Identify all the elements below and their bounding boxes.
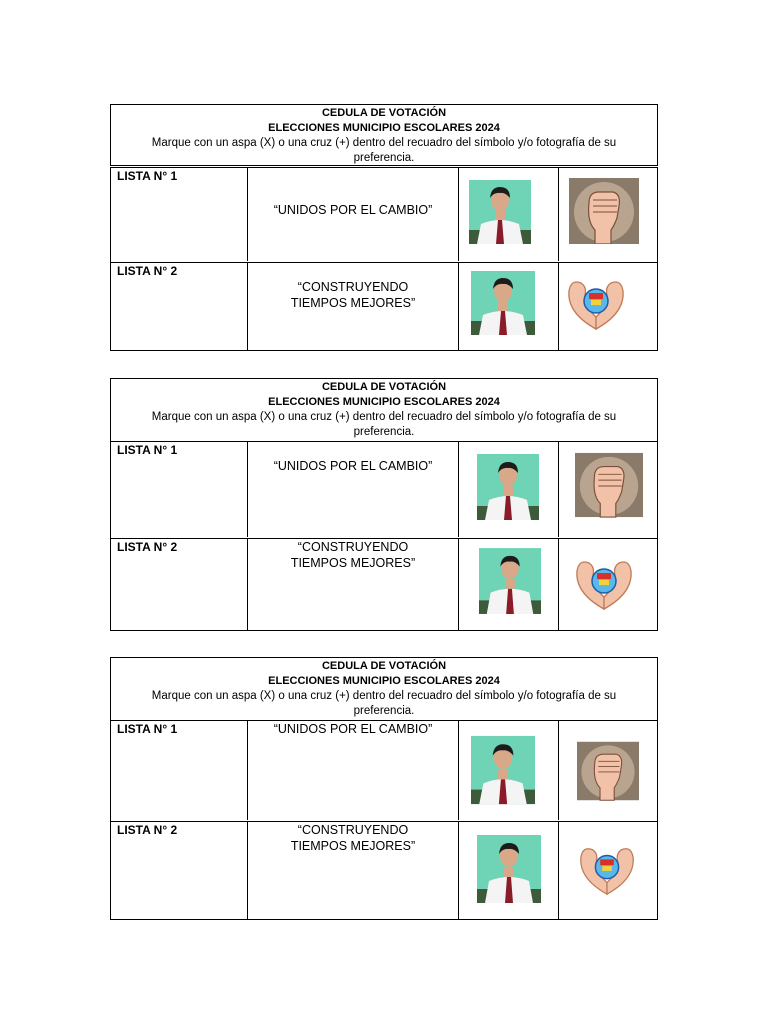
ballot-header xyxy=(110,104,658,166)
list-label: LISTA N° 1 xyxy=(117,722,178,736)
list-slogan: “CONSTRUYENDO TIEMPOS MEJORES” xyxy=(290,280,416,310)
candidate-photo-box[interactable] xyxy=(459,442,559,537)
list-number-cell xyxy=(111,168,248,261)
raised-fist-icon xyxy=(575,452,643,518)
ballot-instruction: Marque con un aspa (X) o una cruz (+) dentro del recuadro del símbolo y/o fotografía de su preferencia. xyxy=(151,137,617,164)
slogan-cell xyxy=(248,442,459,537)
option-row-2 xyxy=(111,262,657,351)
list-label: LISTA N° 2 xyxy=(117,540,178,554)
list-slogan: “UNIDOS POR EL CAMBIO” xyxy=(273,203,433,217)
candidate-photo-box[interactable] xyxy=(459,263,559,351)
slogan-cell xyxy=(248,168,459,261)
slogan-cell xyxy=(248,822,459,920)
ballot-header xyxy=(110,378,658,442)
ballot-title: CEDULA DE VOTACIÓN xyxy=(321,660,447,672)
list-number-cell xyxy=(111,539,248,631)
candidate-2-photo xyxy=(477,834,541,904)
list-slogan: “UNIDOS POR EL CAMBIO” xyxy=(273,459,433,473)
ballot-instruction: Marque con un aspa (X) o una cruz (+) dentro del recuadro del símbolo y/o fotografía de su preferencia. xyxy=(151,411,617,438)
option-row-2 xyxy=(111,538,657,631)
symbol-box[interactable] xyxy=(559,263,657,351)
option-row-1 xyxy=(111,168,657,261)
option-row-2 xyxy=(111,821,657,920)
raised-fist-icon xyxy=(577,739,639,803)
raised-fist-icon xyxy=(569,178,639,244)
symbol-box[interactable] xyxy=(559,168,657,261)
list-label: LISTA N° 2 xyxy=(117,823,178,837)
candidate-1-photo xyxy=(469,180,531,244)
ballot-subtitle: ELECCIONES MUNICIPIO ESCOLARES 2024 xyxy=(268,122,500,134)
slogan-cell xyxy=(248,539,459,631)
ballot-title: CEDULA DE VOTACIÓN xyxy=(321,381,447,393)
candidate-2-photo xyxy=(479,547,541,615)
candidate-2-photo xyxy=(471,271,535,335)
list-number-cell xyxy=(111,822,248,920)
slogan-cell xyxy=(248,721,459,820)
list-slogan: “CONSTRUYENDO TIEMPOS MEJORES” xyxy=(290,823,416,853)
ballot-instruction: Marque con un aspa (X) o una cruz (+) dentro del recuadro del símbolo y/o fotografía de su preferencia. xyxy=(151,690,617,717)
ballot-header xyxy=(110,657,658,721)
candidate-1-photo xyxy=(477,454,539,520)
list-number-cell xyxy=(111,442,248,537)
list-label: LISTA N° 1 xyxy=(117,169,178,183)
slogan-cell xyxy=(248,263,459,351)
candidate-1-photo xyxy=(471,735,535,805)
candidate-photo-box[interactable] xyxy=(459,721,559,820)
heart-hands-emblem-icon xyxy=(571,553,637,613)
ballot-subtitle: ELECCIONES MUNICIPIO ESCOLARES 2024 xyxy=(268,675,500,687)
list-label: LISTA N° 1 xyxy=(117,443,178,457)
option-row-1 xyxy=(111,442,657,537)
option-row-1 xyxy=(111,721,657,820)
list-number-cell xyxy=(111,263,248,351)
ballot-title: CEDULA DE VOTACIÓN xyxy=(321,107,447,119)
symbol-box[interactable] xyxy=(559,721,657,820)
ballot-options xyxy=(110,167,658,351)
symbol-box[interactable] xyxy=(559,442,657,537)
ballot-options xyxy=(110,441,658,631)
candidate-photo-box[interactable] xyxy=(459,822,559,920)
ballot-options xyxy=(110,720,658,920)
list-slogan: “UNIDOS POR EL CAMBIO” xyxy=(273,722,433,736)
list-slogan: “CONSTRUYENDO TIEMPOS MEJORES” xyxy=(290,540,416,570)
heart-hands-emblem-icon xyxy=(575,840,639,898)
ballot-subtitle: ELECCIONES MUNICIPIO ESCOLARES 2024 xyxy=(268,396,500,408)
symbol-box[interactable] xyxy=(559,822,657,920)
heart-hands-emblem-icon xyxy=(563,273,629,333)
candidate-photo-box[interactable] xyxy=(459,539,559,631)
list-number-cell xyxy=(111,721,248,820)
symbol-box[interactable] xyxy=(559,539,657,631)
list-label: LISTA N° 2 xyxy=(117,264,178,278)
candidate-photo-box[interactable] xyxy=(459,168,559,261)
